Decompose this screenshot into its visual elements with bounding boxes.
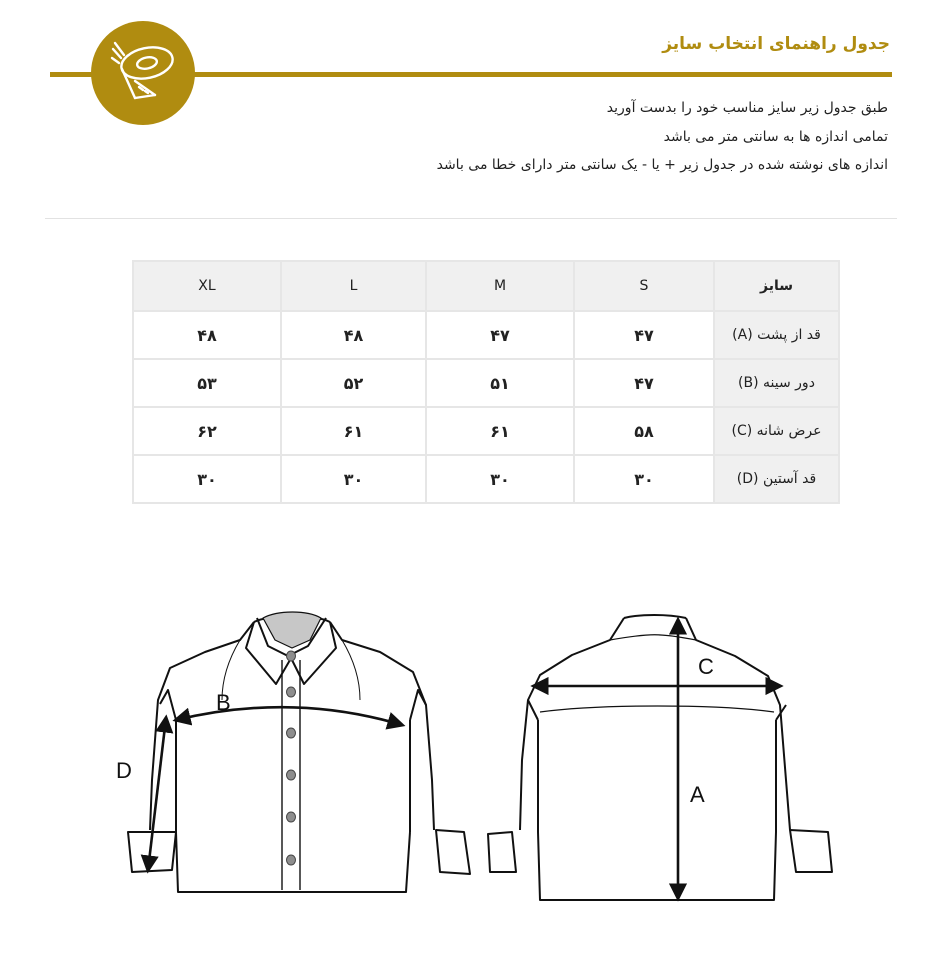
intro-line: تمامی اندازه ها به سانتی متر می باشد [663,128,888,145]
shirt-buttons [287,651,296,865]
intro-text [437,94,888,180]
header-size-xl: XL [133,261,281,311]
table-cell: ۴۷ [426,311,574,359]
table-cell: ۶۲ [133,407,281,455]
size-table [132,260,840,504]
shirt-button [287,770,296,780]
header-size-m: M [426,261,574,311]
table-cell: ۶۱ [281,407,426,455]
shirt-button [287,687,296,697]
table-cell: ۵۸ [574,407,714,455]
section-divider [45,218,897,219]
row-label: دور سینه (B) [714,359,839,407]
shirt-button [287,728,296,738]
table-cell: ۳۰ [574,455,714,503]
table-cell: ۳۰ [426,455,574,503]
label-a: A [690,782,705,807]
shirt-button [287,651,296,661]
intro-line: طبق جدول زیر سایز مناسب خود را بدست آورید [606,100,888,116]
table-row [133,455,839,503]
table-header-row [133,261,839,311]
table-cell: ۵۳ [133,359,281,407]
front-shirt-drawing [128,612,470,892]
table-cell: ۳۰ [133,455,281,503]
page-title: جدول راهنمای انتخاب سایز [662,34,890,54]
table-cell: ۵۱ [426,359,574,407]
chest-measure-line [176,707,402,725]
table-cell: ۳۰ [281,455,426,503]
header-size-l: L [281,261,426,311]
shirt-measurement-diagram [0,560,942,920]
back-shirt-drawing [488,615,832,900]
table-row [133,407,839,455]
intro-line: اندازه های نوشته شده در جدول زیر + یا - یک سانتی متر دارای خطا می باشد [436,157,888,173]
row-label: قد از پشت (A) [714,311,839,359]
table-cell: ۶۱ [426,407,574,455]
row-label: عرض شانه (C) [714,407,839,455]
table-cell: ۵۲ [281,359,426,407]
table-cell: ۴۸ [281,311,426,359]
header-size-label: سایز [714,261,839,311]
table-cell: ۴۸ [133,311,281,359]
label-b: B [216,690,231,715]
label-d: D [116,758,132,783]
shirt-button [287,855,296,865]
badge [91,21,195,125]
table-cell: ۴۷ [574,359,714,407]
table-cell: ۴۷ [574,311,714,359]
shirt-button [287,812,296,822]
label-c: C [698,654,714,679]
table-row [133,311,839,359]
table-row [133,359,839,407]
header-size-s: S [574,261,714,311]
row-label: قد آستین (D) [714,455,839,503]
measuring-tape-icon [91,21,195,125]
